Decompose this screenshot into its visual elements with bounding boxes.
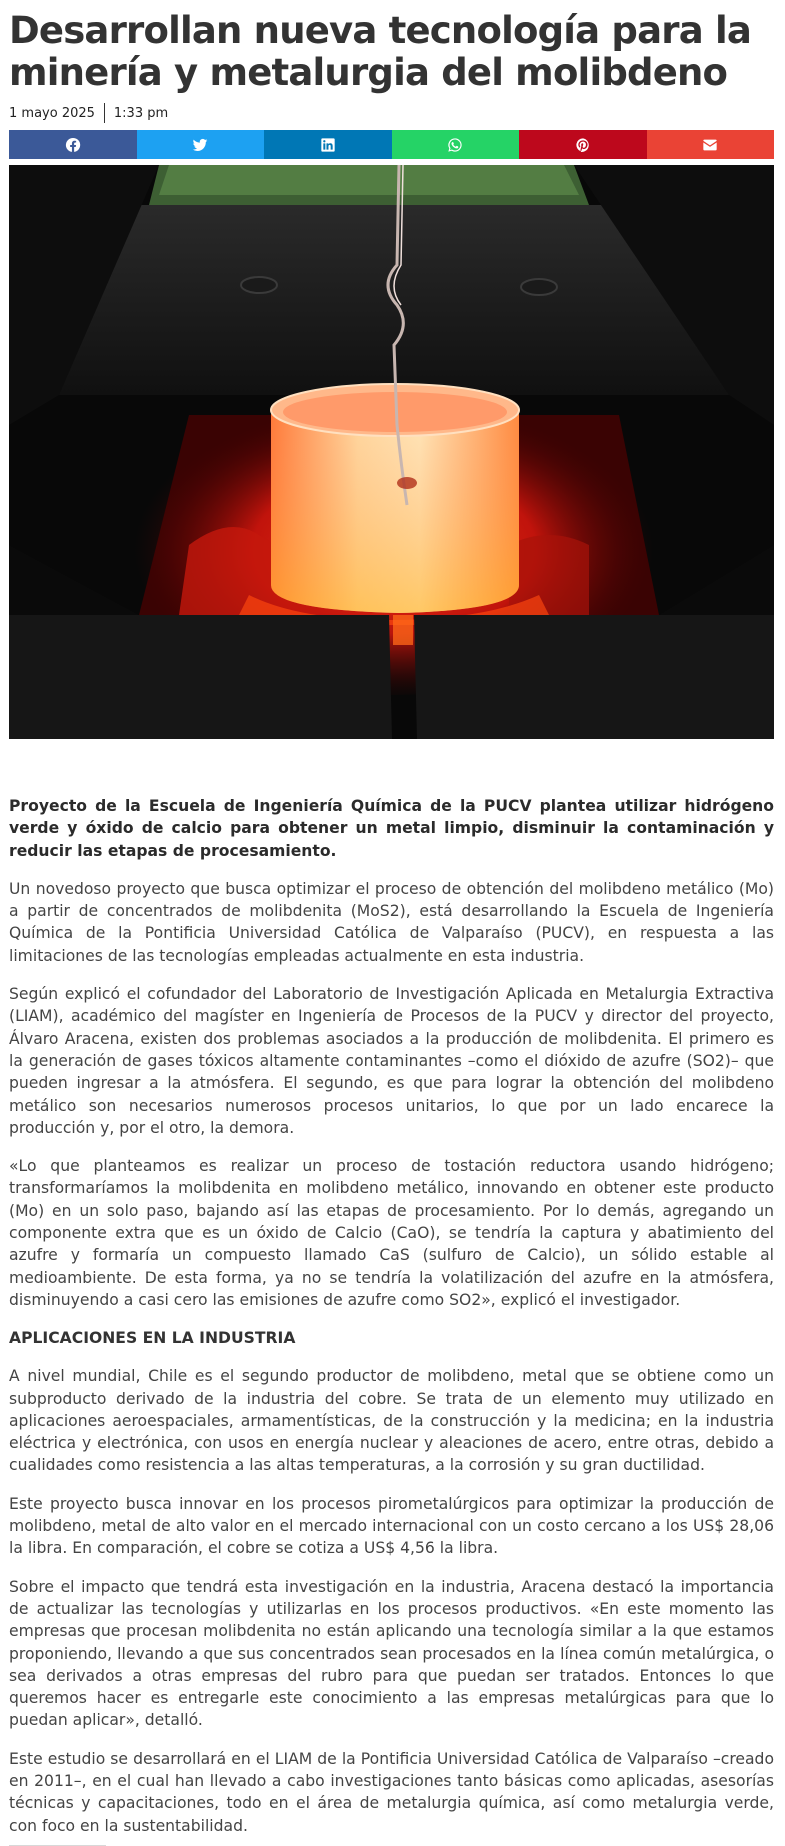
- paragraph: «Lo que planteamos es realizar un proceso de tostación reductora usando hidrógeno; transformaríamos la molibdenita en molibdeno metálico, innovando en obtener este producto (Mo) en un solo paso, bajando así las etapas de procesamiento. Por lo demás, agregando un componente extra que es un óxido de Calcio (CaO), se tendría la captura y abatimiento del azufre y formaría un compuesto llamado CaS (sulfuro de Calcio), un sólido estable al medioambiente. De esta forma, ya no se tendría la volatilización del azufre en la atmósfera, disminuyendo a casi cero las emisiones de azufre como SO2», explicó el investigador.: [9, 1157, 774, 1309]
- share-linkedin-button[interactable]: [264, 130, 392, 159]
- paragraph: Un novedoso proyecto que busca optimizar el proceso de obtención del molibdeno metálico (Mo) a partir de concentrados de molibdenita (MoS2), está desarrollando la Escuela de Ingeniería Química de la Pontificia Universidad Católica de Valparaíso (PUCV), en respuesta a las limitaciones de las tecnologías empleadas actualmente en esta industria.: [9, 879, 774, 965]
- post-date: 1 mayo 2025: [9, 105, 95, 121]
- paragraph: Este proyecto busca innovar en los procesos pirometalúrgicos para optimizar la producción de molibdeno, metal de alto valor en el mercado internacional con un costo cercano a los US$ 28,06 la libra. En comparación, el cobre se cotiza a US$ 4,56 la libra.: [9, 1494, 774, 1558]
- share-bar: [9, 130, 774, 159]
- twitter-icon: [192, 137, 208, 153]
- share-whatsapp-button[interactable]: [392, 130, 520, 159]
- article-image: [9, 165, 774, 739]
- share-facebook-button[interactable]: [9, 130, 137, 159]
- article-body: [9, 795, 774, 1846]
- article-lead: Proyecto de la Escuela de Ingeniería Química de la PUCV plantea utilizar hidrógeno verde y óxido de calcio para obtener un metal limpio, disminuir la contaminación y reducir las etapas de procesamiento.: [9, 797, 774, 860]
- post-meta: [9, 102, 774, 124]
- post-time: 1:33 pm: [113, 105, 169, 121]
- whatsapp-icon: [447, 137, 463, 153]
- meta-divider: [104, 103, 105, 123]
- share-email-button[interactable]: [647, 130, 775, 159]
- share-twitter-button[interactable]: [137, 130, 265, 159]
- facebook-icon: [65, 137, 81, 153]
- article-title: Desarrollan nueva tecnología para la minería y metalurgia del molibdeno: [9, 9, 752, 94]
- share-pinterest-button[interactable]: [519, 130, 647, 159]
- paragraph: Este estudio se desarrollará en el LIAM de la Pontificia Universidad Católica de Valparaíso –creado en 2011–, en el cual han llevado a cabo investigaciones tanto básicas como aplicadas, asesorías técnicas y capacitaciones, todo en el área de metalurgia química, así como metalurgia verde, con foco en la sustentabilidad.: [9, 1749, 774, 1835]
- paragraph: Según explicó el cofundador del Laboratorio de Investigación Aplicada en Metalurgia Extractiva (LIAM), académico del magíster en Ingeniería de Procesos de la PUCV y director del proyecto, Álvaro Aracena, existen dos problemas asociados a la producción de molibdenita. El primero es la generación de gases tóxicos altamente contaminantes –como el dióxido de azufre (SO2)– que pueden ingresar a la atmósfera. El segundo, es que para lograr la obtención del molibdeno metálico son necesarios numerosos procesos unitarios, lo que por un lado encarece la producción y, por el otro, la demora.: [9, 985, 774, 1137]
- pinterest-icon: [575, 137, 591, 153]
- envelope-icon: [702, 137, 718, 153]
- paragraph: Sobre el impacto que tendrá esta investigación en la industria, Aracena destacó la importancia de actualizar las tecnologías y utilizarlas en los procesos productivos. «En este momento las empresas que procesan molibdenita no están aplicando una tecnología similar a la que estamos proponiendo, llevando a que sus concentrados sean procesados en la línea común metalúrgica, o sea derivados a otras empresas del rubro para que puedan ser tratados. Entonces lo que queremos hacer es entregarle este conocimiento a las empresas metalúrgicas para que lo puedan aplicar», detalló.: [9, 1577, 774, 1730]
- section-heading: APLICACIONES EN LA INDUSTRIA: [9, 1329, 296, 1348]
- article: [9, 0, 774, 1846]
- linkedin-icon: [320, 137, 336, 153]
- paragraph: A nivel mundial, Chile es el segundo productor de molibdeno, metal que se obtiene como un subproducto derivado de la industria del cobre. Se trata de un elemento muy utilizado en aplicaciones aeroespaciales, armamentísticas, de la construcción y la medicina; en la industria eléctrica y electrónica, con usos en energía nuclear y aleaciones de acero, entre otras, debido a cualidades como resistencia a las altas temperaturas, a la corrosión y su gran ductilidad.: [9, 1367, 774, 1475]
